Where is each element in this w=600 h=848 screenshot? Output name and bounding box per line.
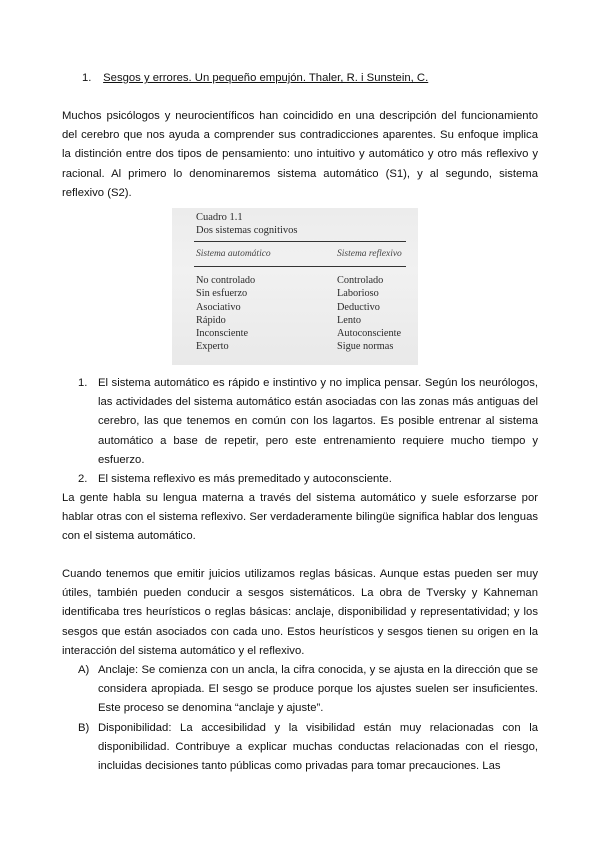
table-rule-top	[194, 241, 406, 242]
table-row	[196, 315, 406, 328]
list-item	[78, 374, 538, 470]
table-cell: Sin esfuerzo	[196, 288, 248, 300]
table-cell: No controlado	[196, 275, 256, 286]
list-marker: B)	[78, 721, 90, 734]
table-cell: Autoconsciente	[337, 328, 402, 340]
table-caption: Cuadro 1.1	[196, 212, 243, 223]
table-cell: Laborioso	[337, 288, 379, 300]
table-row	[196, 302, 406, 315]
heading-number: 1.	[82, 72, 92, 84]
table-cell: Experto	[196, 341, 229, 353]
systems-list	[78, 374, 538, 489]
list-text: El sistema automático es rápido e instintivo y no implica pensar. Según los neurólogos, las actividades del sistema automático están asociadas con las zonas más antiguas del cerebro, las que tenemos en común con los lagartos. Es posible entrenar al sistema automático a base de repetir, pero este entrenamiento requiere mucho tiempo y esfuerzo.	[98, 377, 538, 466]
table-cell: Lento	[337, 314, 362, 326]
list-marker: A)	[78, 664, 90, 676]
table-row	[196, 341, 406, 354]
table-header-automatic: Sistema automático	[196, 249, 271, 259]
table-cell: Asociativo	[196, 301, 241, 313]
cognitive-systems-table-image	[172, 208, 418, 365]
table-cell: Deductivo	[337, 301, 380, 313]
table-cell: Sigue normas	[337, 341, 394, 353]
heuristics-paragraph: Cuando tenemos que emitir juicios utilizamos reglas básicas. Aunque estas pueden ser muy útiles, también pueden conducir a sesgos sistemáticos. La obra de Tversky y Kahneman identificaba tres heurísticos o reglas básicas: anclaje, disponibilidad y representatividad; y los sesgos que están asociados con cada uno. Estos heurísticos y sesgos tienen su origen en la interacción del sistema automático y el reflexivo.	[62, 568, 538, 657]
list-marker: 1.	[78, 377, 88, 389]
table-cell: Rápido	[196, 314, 226, 326]
heading-title: Sesgos y errores. Un pequeño empujón. Thaler, R. i Sunstein, C.	[103, 72, 429, 84]
list-text: El sistema reflexivo es más premeditado y autoconsciente.	[98, 473, 392, 486]
table-subtitle: Dos sistemas cognitivos	[196, 225, 298, 236]
table-body	[196, 275, 406, 355]
table-header-reflexive: Sistema reflexivo	[337, 249, 402, 259]
language-paragraph: La gente habla su lengua materna a través del sistema automático y suele esforzarse por hablar otras con el sistema reflexivo. Ser verdaderamente bilingüe significa hablar dos lenguas con el sistema automático.	[62, 492, 538, 543]
list-text: Anclaje: Se comienza con un ancla, la cifra conocida, y se ajusta en la dirección que se considera apropiada. El sesgo se produce porque los ajustes suelen ser insuficientes. Este proceso se denomina “anclaje y ajuste”.	[98, 664, 538, 715]
table-row	[196, 275, 406, 288]
table-rule-header	[194, 266, 406, 267]
intro-paragraph: Muchos psicólogos y neurocientíficos han coincidido en una descripción del funcionamiento del cerebro que nos ayuda a comprender sus contradicciones aparentes. Su enfoque implica la distinción entre dos tipos de pensamiento: uno intuitivo y automático y otro más reflexivo y racional. Al primero lo denominaremos sistema automático (S1), y al segundo, sistema reflexivo (S2).	[62, 110, 538, 199]
list-marker: 2.	[78, 473, 88, 486]
table-cell: Inconsciente	[196, 328, 249, 340]
list-item	[78, 470, 538, 489]
list-text: Disponibilidad: La accesibilidad y la visibilidad están muy relacionadas con la disponibilidad. Contribuye a explicar muchas conductas relacionadas con el riesgo, incluidas decisiones tanto públicas como privadas para tomar precauciones. Las	[98, 721, 538, 773]
table-row	[196, 328, 406, 341]
list-item	[78, 661, 538, 719]
section-heading	[82, 72, 428, 84]
list-item	[78, 719, 538, 777]
heuristics-list	[78, 661, 538, 776]
table-cell: Controlado	[337, 275, 384, 286]
table-row	[196, 288, 406, 301]
